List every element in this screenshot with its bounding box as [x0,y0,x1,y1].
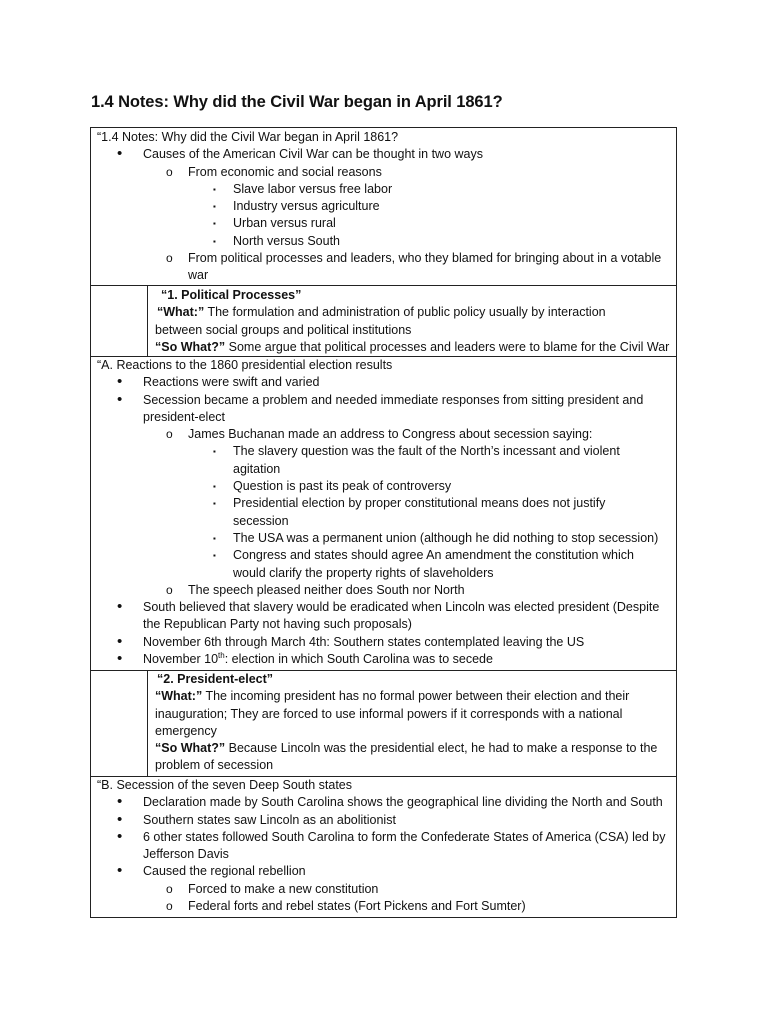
section-heading: “A. Reactions to the 1860 presidential election results [97,358,393,372]
circle-marker: o [166,582,173,597]
term-what-continuation: between social groups and political institutions [155,322,412,337]
term-what-continuation: emergency [155,723,217,738]
list-item: ▪ Slave labor versus free labor [97,181,676,198]
list-item: • 6 other states followed South Carolina to form the Confederate States of America (CSA) led by [117,827,666,845]
list-item: ▪ Industry versus agriculture [97,198,676,215]
list-item: o The speech pleased neither does South nor North [97,582,676,599]
square-marker: ▪ [213,184,216,194]
square-marker: ▪ [213,533,216,543]
bullet-marker: • [117,373,123,391]
list-item: ▪ The slavery question was the fault of the North’s incessant and violent [97,443,676,460]
term-content [147,286,676,356]
bullet-marker: • [117,598,123,616]
square-marker: ▪ [213,219,216,229]
list-item: ▪ Congress and states should agree An amendment the constitution which [97,547,676,564]
bullet-marker: • [117,793,123,811]
bullet-marker: • [117,390,123,408]
circle-marker: o [166,164,173,179]
list-item: o James Buchanan made an address to Congress about secession saying: [97,426,676,443]
notes-box-intro [90,127,677,286]
term-what-continuation: inauguration; They are forced to use informal powers if it corresponds with a national [155,706,623,721]
bullet-marker: • [117,650,123,668]
list-item-continuation: the Republican Party not having such proposals) [143,617,412,632]
list-item: o Forced to make a new constitution [97,881,676,898]
list-item: • Secession became a problem and needed immediate responses from sitting president and [117,390,644,408]
list-item: o From political processes and leaders, who they blamed for bringing about in a votable [97,250,676,267]
list-item: • Reactions were swift and varied [117,373,320,391]
list-item: • South believed that slavery would be eradicated when Lincoln was elected president (Despite [117,598,660,616]
section-heading: “B. Secession of the seven Deep South states [97,778,353,792]
bullet-marker: • [117,145,123,163]
term-title: “2. President-elect” [157,672,274,686]
list-item: ▪ Question is past its peak of controversy [97,478,676,495]
term-so-what: “So What?” Because Lincoln was the presidential elect, he had to make a response to the [155,741,658,756]
bullet-marker: • [117,862,123,880]
bullet-marker: • [117,632,123,650]
square-marker: ▪ [213,551,216,561]
list-item: • Southern states saw Lincoln as an abolitionist [117,810,396,828]
term-so-what-continuation: problem of secession [155,758,274,773]
term-what: “What:” The incoming president has no formal power between their election and their [155,689,630,704]
term-title: “1. Political Processes” [161,288,302,302]
bullet-marker: • [117,827,123,845]
bullet-marker: • [117,810,123,828]
list-item: ▪ Presidential election by proper constitutional means does not justify [97,495,676,512]
list-item-continuation: secession [233,513,289,528]
list-item-continuation: would clarify the property rights of slaveholders [233,565,494,580]
list-item-continuation: agitation [233,461,281,476]
term-box-political-processes [90,286,677,357]
square-marker: ▪ [213,482,216,492]
list-item-continuation: war [188,268,209,283]
term-content [147,670,676,776]
term-box-president-elect [90,670,677,777]
list-item-continuation: president-elect [143,409,225,424]
list-item: • Causes of the American Civil War can be thought in two ways [117,145,483,163]
term-what: “What:” The formulation and administration of public policy usually by interaction [157,305,606,320]
list-item: o Federal forts and rebel states (Fort Pickens and Fort Sumter) [97,898,676,915]
list-item-continuation: Jefferson Davis [143,847,229,862]
circle-marker: o [166,899,173,914]
list-item: • November 10th: election in which South Carolina was to secede [117,650,493,668]
page-title: 1.4 Notes: Why did the Civil War began in April 1861? [91,93,503,111]
notes-box-section-a [90,356,677,671]
circle-marker: o [166,881,173,896]
term-so-what: “So What?” Some argue that political processes and leaders were to blame for the Civil War [155,339,670,354]
circle-marker: o [166,427,173,442]
square-marker: ▪ [213,447,216,457]
list-item: ▪ The USA was a permanent union (although he did nothing to stop secession) [97,530,676,547]
square-marker: ▪ [213,202,216,212]
square-marker: ▪ [213,236,216,246]
list-item: • November 6th through March 4th: Southern states contemplated leaving the US [117,632,585,650]
intro-heading: “1.4 Notes: Why did the Civil War began in April 1861? [97,130,399,144]
square-marker: ▪ [213,499,216,509]
list-item: o From economic and social reasons [97,164,676,181]
circle-marker: o [166,251,173,266]
list-item: • Caused the regional rebellion [117,862,306,880]
list-item: ▪ Urban versus rural [97,215,676,232]
list-item: ▪ North versus South [97,233,676,250]
list-item: • Declaration made by South Carolina shows the geographical line dividing the North and South [117,793,663,811]
notes-box-section-b [90,776,677,918]
